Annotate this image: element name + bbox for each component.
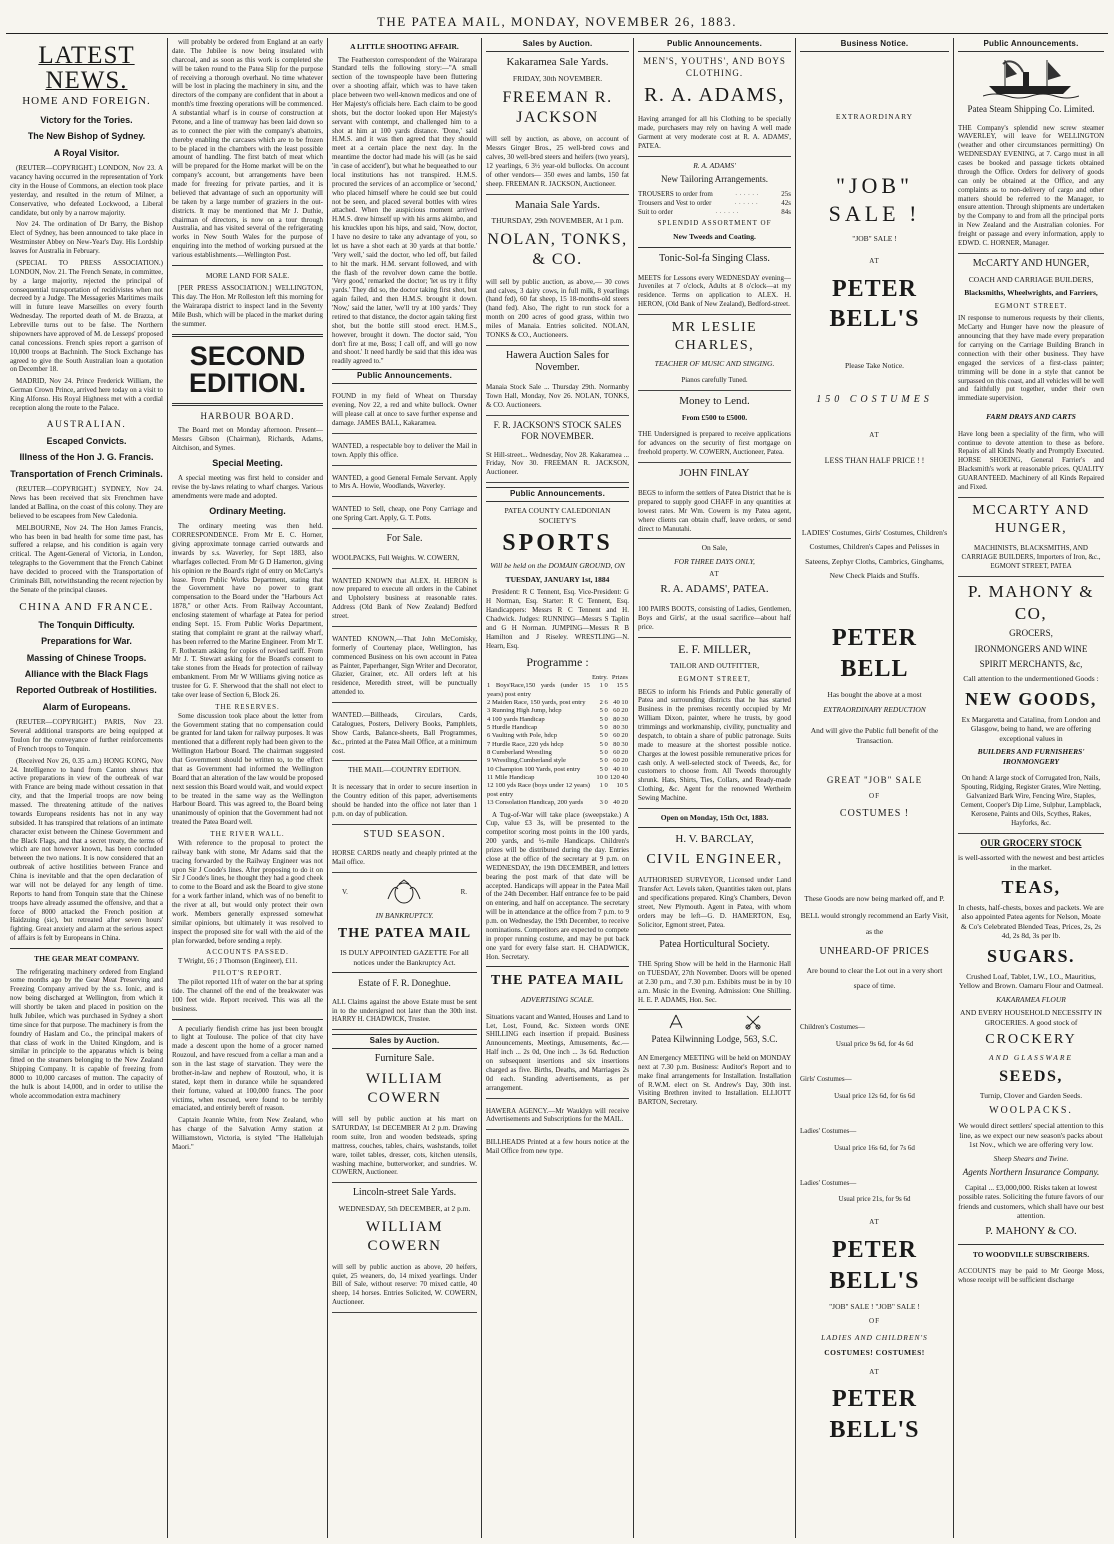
ad-heading: LESS THAN HALF PRICE ! ! bbox=[824, 455, 925, 465]
ad-heading: Blacksmiths, Wheelwrights, and Farriers, bbox=[964, 288, 1098, 298]
newspaper-page bbox=[6, 38, 1108, 1538]
classified-ad: It is necessary that in order to secure insertion in the Country edition of this paper, advertisements should be handed into the office not later than 1 p.m. on day of publication. bbox=[332, 779, 477, 825]
ad-heading: Lincoln-street Sale Yards. bbox=[352, 1187, 457, 1199]
programme-cell: 5 0 bbox=[599, 707, 608, 715]
headline: Victory for the Tories. bbox=[40, 114, 133, 125]
article-text: A special meeting was first held to consider and revise the by-laws relating to wharf charges. Various amendments were made and adopted. bbox=[172, 474, 323, 500]
programme-cell: 80 30 bbox=[613, 715, 628, 723]
classified-ad: Having arranged for all his Clothing to be specially made, purchasers may rely on having A well made Garment at very moderate cost at R. A. ADAMS', PATEA. bbox=[638, 111, 791, 157]
classified-ad: Situations vacant and Wanted, Houses and Land to Let, Lost, Found, &c. Sixteen words ONE SHILLING each insertion if prepaid. Business Announcements, Meetings, Amusements, &c.— Half inch ... 2s 0d, One inch ... 3s 6d. Reduction on subsequent insertions and six insertions charged as five. Births, Deaths, and Marriages 2s 0d each. Standing advertisements, as per arrangement. bbox=[486, 1009, 629, 1099]
classified-ad: WANTED, a respectable boy to deliver the Mail in town. Apply this office. bbox=[332, 438, 477, 466]
ad-heading: KAKARAMEA FLOUR bbox=[996, 994, 1066, 1004]
classified-ad: will sell by auction, as above, on account of Messrs Ginger Bros., 25 well-bred cows and calves, 30 well-bred steers and heifers (two years), 12 yearlings, 6 3½ year-old bullocks. On account of other vendors— 350 ewes and lambs, 150 fat sheep. FREEMAN R. JACKSON, Auctioneer. bbox=[486, 131, 629, 194]
ad-heading: SPIRIT MERCHANTS, &c, bbox=[979, 658, 1083, 669]
headline: Alarm of Europeans. bbox=[42, 701, 131, 712]
peter-bells-name: PETER BELL'S bbox=[829, 275, 920, 333]
business-name: MCCARTY AND HUNGER, bbox=[972, 502, 1090, 536]
ad-text: WEDNESDAY, 5th DECEMBER, at 2 p.m. bbox=[338, 1204, 471, 1214]
article-text: (SPECIAL TO PRESS ASSOCIATION.) LONDON, Nov. 21. The French Senate, in committee, by a large majority, rejected the principal of consequential transportation of recidivistes when not decreed by a Judge. The Messageries Maritimes mails will in future leave Marseilles on every fourth Wednesday. The reported death of M. de Brazza, at Lebreville turns out to be false. The Northern shipowners have approved of M. de Lesseps' proposed canal concessions. French spies report a garrison of 10,000 troops at Bachninh. The Stock Exchange has agreed to give the South Australian loan a quotation on December 18. bbox=[10, 258, 163, 374]
ad-text: A Tug-of-War will take place (sweepstake.) A Cup, value £3 3s, will be presented to the competitor scoring most points in the 100 yards, 200 yards, and ½-mile Handicaps. Children's prizes will be distributed during the day. Entries close at the office of the secretary at 9 p.m. on WEDNESDAY, the 19th DECEMBER, and letters bearing the post mark of that date will be accepted. Handicaps will appear in the Patea Mail of the 24th December. Half entrance fee to be paid on entering, and half on acceptance. The secretary will be in attendance at the office from 7 p.m. to 9 p.m. on Wednesday, the 19th December, to receive nominations. Competitors are expected to compete in proper running costume, and may be put back one yard for every false start. H. CHADWICK, Hon. Secretary. bbox=[486, 810, 629, 961]
gazette-name: THE PATEA MAIL bbox=[337, 926, 472, 942]
headline: Alliance with the Black Flags bbox=[24, 668, 149, 679]
section-heading: THE GEAR MEAT COMPANY. bbox=[34, 954, 139, 964]
classified-ad: FOUND in my field of Wheat on Thursday evening, Nov 22, a red and white bullock. Owner will please call at once to save further expense and damage. JAMES BALL, Kakaramea. bbox=[332, 388, 477, 434]
ad-heading: F. R. JACKSON'S STOCK SALES FOR NOVEMBER. bbox=[493, 419, 622, 442]
programme-cell: 5 0 bbox=[599, 765, 608, 773]
programme-cell: 80 30 bbox=[613, 740, 628, 748]
programme-cell: 80 30 bbox=[613, 723, 628, 731]
programme-cell: 12 100 yds Race (boys under 12 years) post entry bbox=[487, 782, 590, 798]
second-edition-heading: SECOND EDITION. bbox=[188, 340, 306, 398]
vr-letter: V. bbox=[342, 887, 348, 896]
ad-heading: AND GLASSWARE bbox=[988, 1053, 1073, 1063]
ad-heading: GREAT "JOB" SALE bbox=[826, 775, 923, 786]
business-name: E. F. MILLER, bbox=[678, 641, 751, 656]
price-item: Children's Costumes— Usual price 9s 6d, for 4s 6d bbox=[800, 1023, 914, 1049]
headline: Escaped Convicts. bbox=[46, 435, 127, 446]
programme-cell: 60 20 bbox=[613, 707, 628, 715]
classified-ad: WANTED.—Billheads, Circulars, Cards, Catalogues, Posters, Delivery Books, Pamphlets, Show Cards, Balance-sheets, Ball Programmes, &c., printed at the Patea Mail Office, at a minimum cost. bbox=[332, 707, 477, 761]
ad-heading: COACH AND CARRIAGE BUILDERS, bbox=[968, 274, 1094, 284]
auctioneer-name: FREEMAN R. JACKSON bbox=[502, 88, 613, 126]
classified-ad: will sell by public auction at his mart on SATURDAY, 1st DECEMBER At 2 p.m. Drawing room suite, Iron and wooden bedsteads, spring mattress, couches, tables, chairs, washstands, toilet ware, toilet tables, dresser, cots, kitchen utensils, washing machine, butterworker, and sundries. W. COWERN, Auctioneer. bbox=[332, 1111, 477, 1183]
ad-text: ADVERTISING SCALE. bbox=[521, 995, 594, 1005]
programme-cell: 3 Running High Jump, hdcp bbox=[487, 707, 562, 715]
ad-heading: SUGARS. bbox=[986, 945, 1076, 966]
ad-heading: WOOLPACKS. bbox=[989, 1104, 1073, 1116]
programme-cell: 4 100 yards Handicap bbox=[487, 715, 545, 723]
ad-text: OF bbox=[869, 791, 880, 800]
column-2 bbox=[168, 38, 328, 1538]
programme-cell: 40 10 bbox=[613, 698, 628, 706]
subheading: ACCOUNTS PASSED. bbox=[206, 948, 289, 957]
ad-text: AT bbox=[869, 257, 880, 266]
headline: Transportation of French Criminals. bbox=[10, 468, 163, 479]
headline: Reported Outbreak of Hostilities. bbox=[16, 685, 157, 696]
programme-cell: 40 20 bbox=[613, 799, 628, 807]
programme-cell: 3 0 bbox=[599, 799, 608, 807]
programme-cell: 60 20 bbox=[613, 749, 628, 757]
classified-ad: will sell by public auction as above, 20 heifers, quiet, 25 weaners, do, 14 mixed yearlings. Under Bill of Sale, without reserve: 70 mixed cattle, 40 sheep, 14 horses. Entries Solicited, W. COWERN, Auctioneer. bbox=[332, 1259, 477, 1313]
article-text: The ordinary meeting was then held. CORRESPONDENCE. From Mr E. C. Horner, giving approximate tonnage carried outwards and inwards by s.s. Waverley, for Sept 1883, also wharfages collected. From Mr G D Hamerton, giving his opinion re the Board's right of entry on McCarty's lease. From Public Works Department, stating that the Government have no power to grant compensation to the Board under the "Harbours Act 1878," or other Acts. From Railway Accountant, enclosing statement of wharfage at Patea for period ending Sept. 15. From Public Works Department, stating that complaint re grant at the railway wharf, has been referred to the Marine Engineer. From Mr T. F. Rotheram asking for copies of revised tariff. From Mr J. T. Stewart asking for the Board's consent to take stones from the Heads for protection of railway embankment. From Mr W Williams giving notice as trustee for G. F. Sherwood that the shall not elect to take over lease of Section 6, Block 26. bbox=[172, 522, 323, 699]
ad-heading: EXTRAORDINARY REDUCTION bbox=[823, 704, 926, 714]
column-6 bbox=[796, 38, 954, 1538]
programme-cell: 1 Boys'Race,150 yards (under 15 years) post entry bbox=[487, 682, 590, 698]
section-heading: MORE LAND FOR SALE. bbox=[205, 270, 290, 280]
latest-news-title: LATEST NEWS. bbox=[38, 42, 135, 94]
headline: Massing of Chinese Troops. bbox=[26, 652, 147, 663]
ad-heading: BUILDERS AND FURNISHERS' IRONMONGERY bbox=[977, 747, 1085, 766]
ad-heading: Estate of F. R. Doneghue. bbox=[358, 978, 451, 989]
price-list bbox=[638, 190, 791, 217]
business-name: P. MAHONY & CO. bbox=[985, 1224, 1077, 1237]
classified-ad: WANTED, a good General Female Servant. Apply to Mrs A. Howie, Woodlands, Waverley. bbox=[332, 470, 477, 498]
programme-row bbox=[486, 749, 629, 757]
masthead bbox=[6, 6, 1108, 34]
programme-cell: 1 0 bbox=[599, 782, 608, 790]
ad-text: Crushed Loaf, Tablet, I.W., I.O., Mauritius, Yellow and Brown. Oamaru Flour and Oatmeal. bbox=[958, 971, 1104, 991]
ad-text: In chests, half-chests, boxes and packets. We are also appointed Patea agents for Nelson, Moate & Co's Celebrated Blended Teas, Prices, 2s, 2s 4d, 2s 8d, 3s per lb. bbox=[958, 902, 1104, 941]
price-item: Ladies' Costumes— Usual price 21s, for 9s 6d bbox=[800, 1178, 911, 1204]
column-1 bbox=[6, 38, 168, 1538]
column-3 bbox=[328, 38, 482, 1538]
programme-row bbox=[486, 699, 629, 707]
business-name: CIVIL ENGINEER, bbox=[646, 852, 783, 868]
article-text: With reference to the proposal to protect the railway bank with stone, Mr Adams said that the tracing forwarded by the Railway Engineer was not upon Sir J Coode's lines. After proposing to do it on Sir J Coode's lines, he thought they had a good cheek to come to the Board and ask the Board to give stone for a work farther inland, which was of no benefit to the river at all, but would only protect their own work. Members generally expressed somewhat similar opinions, but ultimately it was resolved to inspect the proposed site for wall with the aid of the plan forwarded, before sending a reply. bbox=[172, 838, 323, 945]
programme-row bbox=[486, 774, 629, 782]
ad-heading: Agents Northern Insurance Company. bbox=[962, 1167, 1100, 1178]
business-name: P. MAHONY & CO, bbox=[968, 581, 1094, 623]
article-text: The pilot reported 11ft of water on the bar at spring tide. The channel off the end of the breakwater was 100 feet wide. Report received. This was all the business. bbox=[172, 978, 323, 1013]
ad-heading: PATEA COUNTY CALEDONIAN SOCIETY'S bbox=[504, 506, 611, 525]
article-text: The Board met on Monday afternoon. Present—Messrs Gibson (Chairman), Richards, Adams, Aitchison, and Symes. bbox=[172, 426, 323, 452]
column-header: Public Announcements. bbox=[332, 369, 477, 384]
business-name: MR LESLIE CHARLES, bbox=[671, 320, 758, 353]
column-header: Public Announcements. bbox=[638, 38, 791, 52]
headline: Special Meeting. bbox=[212, 457, 283, 468]
peter-bells-name: PETER BELL'S bbox=[829, 1386, 920, 1443]
programme-cell: 1 0 bbox=[599, 682, 608, 690]
ad-heading: Open on Monday, 15th Oct, 1883. bbox=[660, 812, 769, 822]
ad-heading: COSTUMES! COSTUMES! bbox=[824, 1348, 925, 1357]
classified-ad: BEGS to inform the settlers of Patea District that he is prepared to supply good CHAFF in any quantities at lowest rates. Mr Wm. Cowern is my Patea agent, where clients can obtain chaff, leave orders, or send direct to Manutahi. bbox=[638, 485, 791, 539]
ad-heading: FARM DRAYS AND CARTS bbox=[986, 412, 1076, 422]
ad-text: And will give the Public full benefit of the Transaction. bbox=[810, 726, 939, 745]
peter-bells-name: PETER BELL'S bbox=[829, 1237, 920, 1294]
classified-ad: AN Emergency MEETING will be held on MONDAY next at 7.30 p.m. Business: Auditor's Report and to make final arrangements for Installation. Installation of R.W.M. elect on St. Andrew's Day, 30th inst. Visiting Brethren invited to Installation. ELLIOTT BARTON, Secretary. bbox=[638, 1053, 792, 1107]
classified-ad: HORSE CARDS neatly and cheaply printed at the Mail office. bbox=[332, 845, 477, 873]
classified-ad: Pianos carefully Tuned. bbox=[638, 372, 791, 391]
classified-ad: WANTED KNOWN that ALEX. H. HERON is now prepared to execute all orders in the Cabinet and Upholstery business at reasonable rates. Address (Old Bank of New Zealand) Bedford street. bbox=[332, 573, 477, 627]
ad-text: AT bbox=[869, 1218, 880, 1227]
ad-heading: Patea Steam Shipping Co. Limited. bbox=[967, 104, 1095, 115]
article-text: Nov 24. The ordination of Dr Barry, the Bishop Elect of Sydney, has been announced to take place in Westminster Abbey on New-Year's Day. His Lordship leaves for Australia in February. bbox=[10, 220, 163, 256]
programme-cell: 5 0 bbox=[599, 749, 608, 757]
ad-text: Please Take Notice. bbox=[844, 360, 905, 370]
classified-ad: BEGS to inform his Friends and Public generally of Patea and surrounding districts that he has started Business in the premises recently occupied by Mr William Dixon, painter, where he trusts, by good trimmings and workmanship, civility, punctuality and despatch, to obtain a share of public patronage. Suits made to measure at the shortest possible notice. Charges at the lowest possible remunerative prices for cash only. A well-selected stock of Tweeds, &c, for customers to choose from. All Tweeds thoroughly shrunk. Hats, Shirts, Ties, Collars, and Ready-made Clothing, &c. Agent for the renowned Wertheim Sewing Machine. bbox=[638, 684, 791, 809]
business-name: R. A. ADAMS', PATEA. bbox=[660, 583, 769, 596]
programme-cell: 5 0 bbox=[599, 715, 608, 723]
ad-heading: OUR GROCERY STOCK bbox=[980, 837, 1082, 848]
ad-heading: Manaia Sale Yards. bbox=[515, 198, 600, 211]
column-header: Public Announcements. bbox=[486, 487, 629, 502]
classified-ad: Have long been a speciality of the firm, who will continue to devote attention to these as before. Repairs of all Kinds Neatly and Promptly Executed. HORSE SHOEING, General Farrier's and Blacksmith's work at reasonable prices. QUALITY GUARANTEED. Machinery of all Kinds Repaired and Fixed. bbox=[958, 426, 1104, 498]
classified-ad: THE Undersigned is prepared to receive applications for advances on the security of first mortgage on freehold property. W. COWERN, Auctioneer, Patea. bbox=[638, 426, 791, 463]
programme-row bbox=[486, 724, 629, 732]
ad-heading: IRONMONGERS AND WINE bbox=[974, 643, 1088, 654]
subheading: THE RIVER WALL. bbox=[210, 830, 285, 839]
ad-heading: New Tailoring Arrangements. bbox=[661, 174, 768, 185]
article-text: (REUTER—COPYRIGHT.) LONDON, Nov 23. A vacancy having occurred in the representation of York city in the House of Commons, an election took place yesterday, and resulted in the return of Milner, a Conservative, who defeated Lockwood, a Liberal candidate, but only by a narrow majority. bbox=[10, 164, 163, 217]
programme-cell: 120 40 bbox=[609, 774, 628, 782]
programme-cell: 13 Consolation Handicap, 200 yards bbox=[487, 799, 584, 807]
price-item: Ladies' Costumes— Usual price 16s 6d, for 7s 6d bbox=[800, 1126, 915, 1152]
classified-ad: BILLHEADS Printed at a few hours notice at the Mail Office from new type. bbox=[486, 1138, 629, 1156]
ad-heading: Money to Lend. bbox=[679, 394, 750, 407]
column-header: Public Announcements. bbox=[958, 38, 1104, 52]
classified-ad: THE Company's splendid new screw steamer WAVERLEY, will leave for WELLINGTON (weather and other circumstances permitting) On WEDNESDAY EVENING, at 7. Cargo must in all cases be booked and passage tickets obtained through the Office. Orders for delivery of goods can only be obtained at the Office, and any complaints as to non-delivery of cargo and other matters should be referred to the Manager, to ensure attention. Through shipments are undertaken by the Company to and from all the principal ports in New Zealand and the Australian colonies. For freight or passage and every information, apply to EDWD. C. HORNER, Manager. bbox=[958, 120, 1104, 254]
classified-ad: WANTED KNOWN,—That John McComisky, formerly of Courtenay place, Wellington, has commenced Business on his own account in Patea as Painter, Paperhanger, Sign Writer and Decorator, Glazier, Grainer, etc. All orders left at his residence, Meredith street, will be punctually attended to. bbox=[332, 631, 477, 703]
programme-row bbox=[486, 682, 629, 699]
article-text: (REUTER—COPYRIGHT.) PARIS, Nov 23. Several additional transports are being equipped at Toulon for the conveyance of further reinforcements of French troops to Tonquin. bbox=[10, 718, 163, 753]
ad-heading: Kakaramea Sale Yards. bbox=[506, 56, 609, 69]
subheading: PILOT'S REPORT. bbox=[212, 969, 283, 978]
ad-text: EGMONT STREET. bbox=[994, 301, 1068, 310]
price-item: Girls' Costumes— Usual price 12s 6d, for 6s 6d bbox=[800, 1075, 915, 1100]
home-foreign-subtitle: HOME AND FOREIGN. bbox=[22, 95, 151, 107]
classified-ad: On hand: A large stock of Corrugated Iron, Nails, Spouting, Ridging, Register Grates, Wire Netting, Galvanized Bark Wire, Fencing Wire, Staples, Cement, Cooper's Dip Lime, Sulphur, Lampblack, Kerosene, Paints and Oils, Scythes, Rakes, Hayforks, &c. bbox=[958, 770, 1104, 833]
steamship-icon bbox=[983, 56, 1079, 100]
column-header: Business Notice. bbox=[800, 38, 949, 52]
section-heading: AUSTRALIAN. bbox=[46, 419, 127, 430]
classified-ad: ACCOUNTS may be paid to Mr George Moss, whose receipt will be sufficient discharge bbox=[958, 1267, 1104, 1285]
classified-ad: MEETS for Lessons every WEDNESDAY evening—Juveniles at 7 o'clock, Adults at 8 o'clock—at my residence. Terms on application to ALEX. H. HERON, (Old Bank of New Zealand), Bedford-street. bbox=[638, 270, 791, 316]
column-5 bbox=[634, 38, 796, 1538]
sports-title: SPORTS bbox=[502, 530, 613, 557]
business-name: McCARTY AND HUNGER, bbox=[972, 257, 1090, 269]
price-row: TROUSERS to order from . . . . . . 25s bbox=[638, 189, 791, 198]
costumes-count: 150 COSTUMES bbox=[816, 394, 933, 406]
ad-text: "JOB" SALE ! "JOB" SALE ! bbox=[829, 1302, 920, 1312]
programme-cell: 10 5 bbox=[616, 782, 628, 790]
ad-heading: Sheep Shears and Twine. bbox=[993, 1153, 1069, 1163]
ad-heading: TEAS, bbox=[1001, 877, 1061, 898]
business-name: R. A. ADAMS, bbox=[644, 84, 785, 106]
classified-ad: WANTED to Sell, cheap, one Pony Carriage and one Spring Cart. Apply, G. T. Potts. bbox=[332, 501, 477, 529]
programme-cell: 10 Champion 100 Yards, post entry bbox=[487, 765, 581, 773]
ad-text: AND EVERY HOUSEHOLD NECESSITY IN GROCERIES. A good stock of bbox=[960, 1008, 1102, 1027]
programme-row bbox=[486, 799, 629, 807]
programme-row bbox=[486, 741, 629, 749]
headline: Ordinary Meeting. bbox=[209, 505, 286, 516]
article-text: Captain Jeannie White, from New Zealand, who has charge of the Salvation Army station at Williamstown, Victoria, is styled "The Hallelujah Maori." bbox=[172, 1116, 323, 1151]
programme-cell: 8 Cumberland Wrestling bbox=[487, 749, 552, 757]
programme-cell: 9 Wrestling,Cumberland style bbox=[487, 757, 566, 765]
job-sale-heading: "JOB" SALE ! bbox=[828, 172, 921, 226]
ad-heading: STUD SEASON. bbox=[363, 828, 446, 840]
programme-cell: 5 Hurdle Handicap bbox=[487, 723, 538, 731]
ad-heading: CROCKERY bbox=[985, 1032, 1077, 1048]
ad-text: Ex Margaretta and Catalina, from London and Glasgow, being to hand, we are offering exceptional values in bbox=[961, 714, 1101, 743]
ad-heading: COSTUMES ! bbox=[839, 808, 910, 820]
headline: Illness of the Hon J. G. Francis. bbox=[19, 452, 154, 463]
paper-name: THE PATEA MAIL bbox=[490, 973, 625, 989]
peter-bell-name: PETER BELL bbox=[831, 625, 917, 682]
classified-ad: St Hill-street... Wednesday, Nov 28. Kakaramea ... Friday, Nov 30. FREEMAN R. JACKSON, Auctioneer. bbox=[486, 447, 629, 484]
ad-text: Will be held on the DOMAIN GROUND, ON bbox=[490, 561, 625, 571]
section-heading: CHINA AND FRANCE. bbox=[19, 600, 154, 613]
programme-table bbox=[486, 674, 629, 808]
price-list bbox=[800, 1023, 949, 1204]
programme-cell: 5 0 bbox=[599, 723, 608, 731]
ad-heading: TEACHER OF MUSIC AND SINGING. bbox=[654, 358, 775, 368]
ad-text: We would direct settlers' special attention to this line, as we expect our new season's packs about 1st Nov., which we are offering very low. bbox=[958, 1121, 1104, 1150]
article-text: The refrigerating machinery ordered from England some months ago by the Gear Meat Preserving and Freezing Company arrived by the s.s. Ionic, and is now being discharged at Wellington, from which it will shortly be taken and placed in position on the hulk Jubilee, which was purchased in Sydney a short time since for that purpose. The machinery is from the foundry of Haslam and Co., the principal makers of that class of work in the United Kingdom, and is similar in principle to the apparatus which is being fitted on the steamers belonging to the New Zealand Shipping Company. It is capable of freezing from 8000 to 10,000 carcases of mutton. The capacity of the hulk is about 14,000, and in order to utilise the whole accommodation extra machinery bbox=[10, 967, 163, 1100]
programme-cell: 10 0 bbox=[596, 774, 608, 782]
ad-text: SPLENDID ASSORTMENT OF bbox=[657, 219, 772, 228]
ad-text: Are bound to clear the Lot out in a very short space of time. bbox=[806, 966, 943, 991]
business-name: JOHN FINLAY bbox=[679, 467, 750, 480]
classified-ad: THE Spring Show will be held in the Harmonic Hall on TUESDAY, 27th November. Doors will be opened at 2.30 p.m., and 7.30 p.m. Exhibits must be in by 10 a.m. Music in the Evening. Admission: One Shilling. H. E. P. ADAMS, Hon. Sec. bbox=[638, 956, 791, 1010]
ad-text: TUESDAY, JANUARY 1st, 1884 bbox=[505, 574, 610, 584]
classified-ad: 100 PAIRS BOOTS, consisting of Ladies, Gentlemen, Boys and Girls', at the usual sacrifice—about half price. bbox=[638, 601, 791, 638]
classified-ad: HAWERA AGENCY.—Mr Wauklyn will receive Advertisements and Subscriptions for the MAIL. bbox=[486, 1103, 629, 1131]
ad-text: EGMONT STREET, bbox=[678, 674, 751, 683]
article-text: [PER PRESS ASSOCIATION.] WELLINGTON, This day. The Hon. Mr Rolleston left this morning for the Wairarapa district to inspect land in the Seventy Mile Bush, which will be placed in the market during the summer. bbox=[172, 284, 323, 328]
keys-icon bbox=[745, 1014, 761, 1030]
masonic-symbols bbox=[638, 1014, 791, 1030]
programme-cell: 11 Mile Handicap bbox=[487, 774, 535, 782]
ad-text: THURSDAY, 29th NOVEMBER, At 1 p.m. bbox=[491, 216, 624, 226]
programme-header-cell: Prizes bbox=[611, 673, 628, 681]
section-heading: HARBOUR BOARD. bbox=[200, 410, 295, 421]
section-heading: A LITTLE SHOOTING AFFAIR. bbox=[350, 42, 459, 51]
ad-text: LADIES' Costumes, Girls' Costumes, Children's Costumes, Children's Capes and Pelisses in Sateens, Zephyr Cloths, Cambrics, Ginghams, New Check Plaids and Stuffs. bbox=[801, 528, 948, 580]
article-text: A peculiarly fiendish crime has just been brought to light at Toulouse. The police of that city have made a descent upon the home of a grocer named Rouzoul, and have rescued from a cellar a man and a son in the last stage of starvation. They were the brother-in-law and nephew of Rouzoul, who, it is stated, kept them in durance while he squandered their fortune, valued at 100,000 francs. The poor victims, when rescued, were found to be terribly emaciated, and entirely bereft of reason. bbox=[172, 1024, 323, 1113]
ad-heading: TAILOR AND OUTFITTER, bbox=[669, 661, 760, 671]
ad-heading: THE MAIL—COUNTRY EDITION. bbox=[348, 765, 461, 775]
article-text: Some discussion took place about the letter from the Government stating that no compensation could be granted for land taken for railway purposes. It was mentioned that a different reply had been given to the Wellington Harbour Board. The chairman suggested that Government should be written to, to the effect that as Government had informed the Wellington Board that an alteration of the law would be proposed next session this Board would wait, and would expect to be treated in the same way as the Wellington Harbour Board. This was agreed to, the Board being unanimously of opinion that the Government had not treated the Patea Board well. bbox=[172, 711, 323, 827]
programme-row bbox=[486, 757, 629, 765]
ad-text: FRIDAY, 30th NOVEMBER. bbox=[512, 74, 603, 84]
ad-heading: Hawera Auction Sales for November. bbox=[505, 349, 610, 374]
programme-row bbox=[486, 716, 629, 724]
programme-cell: 5 0 bbox=[599, 757, 608, 765]
ad-text: AT bbox=[869, 1367, 880, 1376]
ad-heading: New Tweeds and Coating. bbox=[673, 232, 756, 242]
vr-letter: R. bbox=[460, 887, 467, 896]
column-header: Sales by Auction. bbox=[486, 38, 629, 52]
ad-text: AT bbox=[709, 570, 720, 579]
ad-text: Turnip, Clover and Garden Seeds. bbox=[979, 1091, 1083, 1100]
programme-cell: 6 Vaulting with Pole, hdcp bbox=[487, 732, 558, 740]
ad-text: AT bbox=[869, 431, 880, 440]
auctioneer-name: NOLAN, TONKS, & CO. bbox=[487, 231, 628, 269]
price-row: Trousers and Vest to order . . . . . . 42s bbox=[638, 198, 791, 207]
ad-heading: NEW GOODS, bbox=[965, 688, 1097, 709]
ad-text: IS DULY APPOINTED GAZETTE For all notices under the Bankruptcy Act. bbox=[340, 948, 469, 967]
article-text: (Received Nov 26, 0.35 a.m.) HONG KONG, Nov 24. Intelligence to hand from Canton shows that active preparations in view of the outbreak of war with France are being made without cessation in that city, and that the Imperial troops are now being massed. The threatening attitude of the natives towards Europeans residents has not in any way subsided. It has transpired that relations of an intimate character exist between the Chinese Government and the Black Flags, and that a secret treaty, the terms of which are not however known, has been concluded between the two nations. It is now considered that an outbreak of active hostilities between France and China is inevitable and that the open declaration of war will not be delayed for any length of time. Reports to hand from Tonquin state that the Chinese troops have already assumed the offensive, and that a force of 8000 attacked the French position at Haidzuing (sic), but retreated after seven hours' fighting. Great anxiety and alarm at the serious aspect of affairs is felt by Europeans in China. bbox=[10, 756, 163, 943]
column-header: Sales by Auction. bbox=[332, 1034, 477, 1049]
programme-header-cell: Entry. bbox=[591, 673, 608, 681]
ad-heading: UNHEARD-OF PRICES bbox=[819, 945, 930, 957]
royal-arms bbox=[332, 877, 477, 907]
programme-cell: 2 Maiden Race, 150 yards, post entry bbox=[487, 698, 586, 706]
compass-square-icon bbox=[668, 1014, 684, 1030]
ad-heading: On Sale, bbox=[701, 543, 728, 553]
ad-text: Call attention to the undermentioned Goods : bbox=[963, 674, 1099, 684]
auctioneer-name: WILLIAM COWERN bbox=[365, 1218, 444, 1254]
subheading: THE RESERVES. bbox=[215, 702, 280, 711]
ad-heading: TO WOODVILLE SUBSCRIBERS. bbox=[972, 1249, 1090, 1259]
programme-cell: 7 Hurdle Race, 220 yds hdcp bbox=[487, 740, 564, 748]
programme-header-row bbox=[486, 674, 629, 682]
programme-row bbox=[486, 707, 629, 715]
article-text: will probably be ordered from England at an early date. The Jubilee is now being insulated with charcoal, and as soon as this work is completed she will be taken round to the Patea Slip for the purpose of receiving a thorough overhaul. No time whatever will be lost in placing the machinery in situ, and the directors of the company are confident that in about a month's time freezing operations will be commenced. A substantial wharf is in course of construction at Petone, and a line of tramway has been laid down so as to connect the pier with the company's abattoirs, thereby enabling the carcases which are to be frozen to be placed in the chambers with the least possible amount of handling. The first batch of meat which will be prepared for the Home market will be on the company's account, but arrangements have been made for freezing for private parties, and it is believed that advantage of such an opportunity will be taken by a large number of graziers in the out-districts. It may be mentioned that Mr J. Duthie, chairman of directors, is now on a tour through Australia, and has visited several of the refrigerating works in New South Wales for the purpose of enquiring into the method of working pursued at the various establishments.—Wellington Post. bbox=[172, 38, 323, 259]
business-name: H. V. BARCLAY, bbox=[675, 833, 754, 846]
classified-ad: ALL Claims against the above Estate must be sent in to the undersigned not later than the 30th inst. HARRY H. CHADWICK, Trustee. bbox=[332, 994, 477, 1031]
classified-ad: WOOLPACKS, Full Weights. W. COWERN, bbox=[332, 550, 477, 569]
ad-heading: IN BANKRUPTCY. bbox=[375, 910, 434, 920]
classified-ad: MACHINISTS, BLACKSMITHS, AND CARRIAGE BUILDERS, Importers of Iron, &c., EGMONT STREET, PATEA bbox=[958, 540, 1104, 577]
ad-text: is well-assorted with the newest and best articles in the market. bbox=[958, 853, 1105, 872]
classified-ad: will sell by public auction, as above,— 30 cows and calves, 3 dairy cows, in full milk, 8 yearlings (hand fed), 60 fat sheep, 15 18-months-old steers (hand fed). Also, The right to run stock for a month on 200 acres of good grass, within two miles of Manaia. Entries solicited. NOLAN, TONKS & CO., Auctioneers. bbox=[486, 274, 629, 346]
column-7 bbox=[954, 38, 1108, 1538]
programme-cell: 15 5 bbox=[616, 682, 628, 690]
headline: A Royal Visitor. bbox=[53, 147, 120, 158]
programme-cell: 5 0 bbox=[599, 732, 608, 740]
classified-ad: IN response to numerous requests by their clients, McCarty and Hunger have now the pleasure of announcing that they have made every preparation for carrying on the Carriage Building Branch in connection with their other business. They have engaged the services of a first-class painter; trimming will be done in a style that cannot be surpassed on this coast, and all vehicles will be well and faithfully put together, under their own immediate supervision. bbox=[958, 314, 1104, 403]
ad-heading: For Sale. bbox=[386, 533, 423, 545]
ad-heading: SEEDS, bbox=[999, 1067, 1063, 1085]
programme-row bbox=[486, 766, 629, 774]
masthead-title: THE PATEA MAIL, MONDAY, NOVEMBER 26, 1883. bbox=[376, 14, 738, 29]
programme-row bbox=[486, 782, 629, 799]
ad-heading: Tonic-Sol-fa Singing Class. bbox=[659, 252, 770, 264]
article-text: T Wright, £6 ; J Thomson (Engineer), £11. bbox=[178, 957, 298, 966]
ad-text: President: R C Tennent, Esq. Vice-President: G H Norman, Esq. Starter: R C Tennent, Esq. Handicappers: Messrs R C Tennent and H. Chadwick. Judges: RUNNING—Messrs S Taplin and G H Norman. JUMPING—Messrs R B Hamilton and J Riseley. WRESTLING—N. Hearn, Esq. bbox=[486, 588, 629, 650]
royal-crest-icon bbox=[384, 879, 424, 905]
ad-text: Capital ... £3,000,000. Risks taken at lowest possible rates. Soliciting the future favors of our friends and customers, which shall have our best attention. bbox=[958, 1182, 1104, 1221]
programme-cell: 60 20 bbox=[613, 757, 628, 765]
article-text: MELBOURNE, Nov 24. The Hon James Francis, who has been in bad health for some time past, has suffered a relapse, and his condition is again very critical. The Agent-General of Victoria, in London, telegraphs to the Government that the French Cabinet have decided to proceed with the Transportation of Criminals Bill, notwithstanding the recent rejection by the Senate of the principal clauses. bbox=[10, 523, 163, 594]
ad-heading: MEN'S, YOUTHS', AND BOYS CLOTHING. bbox=[643, 56, 786, 78]
article-text: MADRID, Nov 24. Prince Frederick William, the German Crown Prince, arrived here today on a visit to King Alfonso. His Royal Highness met with a cordial reception along the route to the Palace. bbox=[10, 377, 163, 412]
ad-heading: R. A. ADAMS' bbox=[693, 160, 736, 170]
programme-row bbox=[486, 732, 629, 740]
headline: The New Bishop of Sydney. bbox=[27, 131, 146, 142]
programme-cell: 5 0 bbox=[599, 740, 608, 748]
column-4 bbox=[482, 38, 634, 1538]
ad-heading: Patea Kilwinning Lodge, 563, S.C. bbox=[651, 1034, 778, 1045]
article-text: (REUTER—COPYRIGHT.) SYDNEY, Nov 24. News has been received that six Frenchmen have landed at Ballina, on the coast of this colony. They are believed to be escapees from New Caledonia. bbox=[10, 485, 163, 520]
classified-ad: Manaia Stock Sale ... Thursday 29th. Normanby Town Hall, Monday, Nov 26. NOLAN, TONKS, & CO. Auctioneers. bbox=[486, 379, 629, 416]
programme-cell: 60 20 bbox=[613, 732, 628, 740]
ad-heading: GROCERS, bbox=[1009, 628, 1053, 639]
ad-heading: Programme : bbox=[526, 654, 589, 669]
article-text: The Featherston correspondent of the Wairarapa Standard tells the following story:—"A small section of the townspeople have been fluttering over a shooting affair, which was to have taken place between two well-known medicos and one of Her Majesty's officials here. Each claim to be good shots, but the doctor looked upon Her Majesty's servant with contempt, and challenged him to a shot at him at 100 yards distance. 'Done,' said H.M.S. and it was then agreed that they should meet at a certain place the next day. In the meantime the doctor had made his will (as he said 'in case of accident'), but what he bequeathed to our local institutions has not transpired. H.M.S. procured the services of an accomplice or 'second,' who placed himself where he could see but could not be seen, and placed several bottles with wires attached. When the auspicious moment arrived H.M.S. drew himself up with his arms akimbo, and his knuckles upon his hips, and said, 'Now, doctor, I have no desire to take any advantage of you, so let us have a shot each at 30 yards at that bottle.' 'Very well,' said the doctor, who led off, but failed to hit the mark. H.M. servant followed, and with the flash of the revolver down came the bottle. 'Very good,' remarked the doctor; 'let us try it fifty yards.' They did so, the doctor taking first shot, but again failed, and then H.M.S. brought it down. 'Now,' said the latter, 'we'll try at 100 yards.' They retired to that distance, the doctor again taking first shot, but the bottle still stood erect. H.M.S., however, brought it down. The doctor said, 'You don't fire at me, Boss; I call off, and will go now and shoot.' It need hardly be said that this idea was readily agreed to." bbox=[332, 55, 477, 366]
programme-cell: 40 10 bbox=[613, 765, 628, 773]
ad-heading: From £500 to £5000. bbox=[681, 412, 748, 422]
price-row: Suit to order . . . . . . 84s bbox=[638, 207, 791, 216]
programme-cell: 2 6 bbox=[599, 698, 608, 706]
ad-text: EXTRAORDINARY bbox=[835, 112, 914, 122]
ad-heading: FOR THREE DAYS ONLY, bbox=[674, 556, 755, 566]
classified-ad: AUTHORISED SURVEYOR, Licensed under Land Transfer Act. Levels taken, Quantities taken out, plans and specifications prepared. King's Chambers, Devon street, New Plymouth. Agent in Patea, with whom orders may be left—G. D. HAMERTON, Esq, Solicitor, Egmont street, Patea. bbox=[638, 872, 791, 935]
programme-header-cell bbox=[486, 674, 591, 682]
auctioneer-name: WILLIAM COWERN bbox=[365, 1071, 444, 1107]
ad-text: OF bbox=[869, 1316, 880, 1325]
ad-text: "JOB" SALE ! bbox=[852, 233, 897, 243]
ad-heading: Patea Horticultural Society. bbox=[659, 939, 770, 951]
ad-heading: Furniture Sale. bbox=[374, 1053, 435, 1065]
ad-heading: LADIES AND CHILDREN'S bbox=[821, 1333, 928, 1343]
headline: The Tonquin Difficulty. bbox=[38, 619, 135, 630]
ad-text: These Goods are now being marked off, and P. BELL would strongly recommend an Early Visit, as the bbox=[800, 894, 949, 937]
ad-text: Has bought the above at a most bbox=[827, 690, 922, 700]
headline: Preparations for War. bbox=[41, 636, 132, 647]
